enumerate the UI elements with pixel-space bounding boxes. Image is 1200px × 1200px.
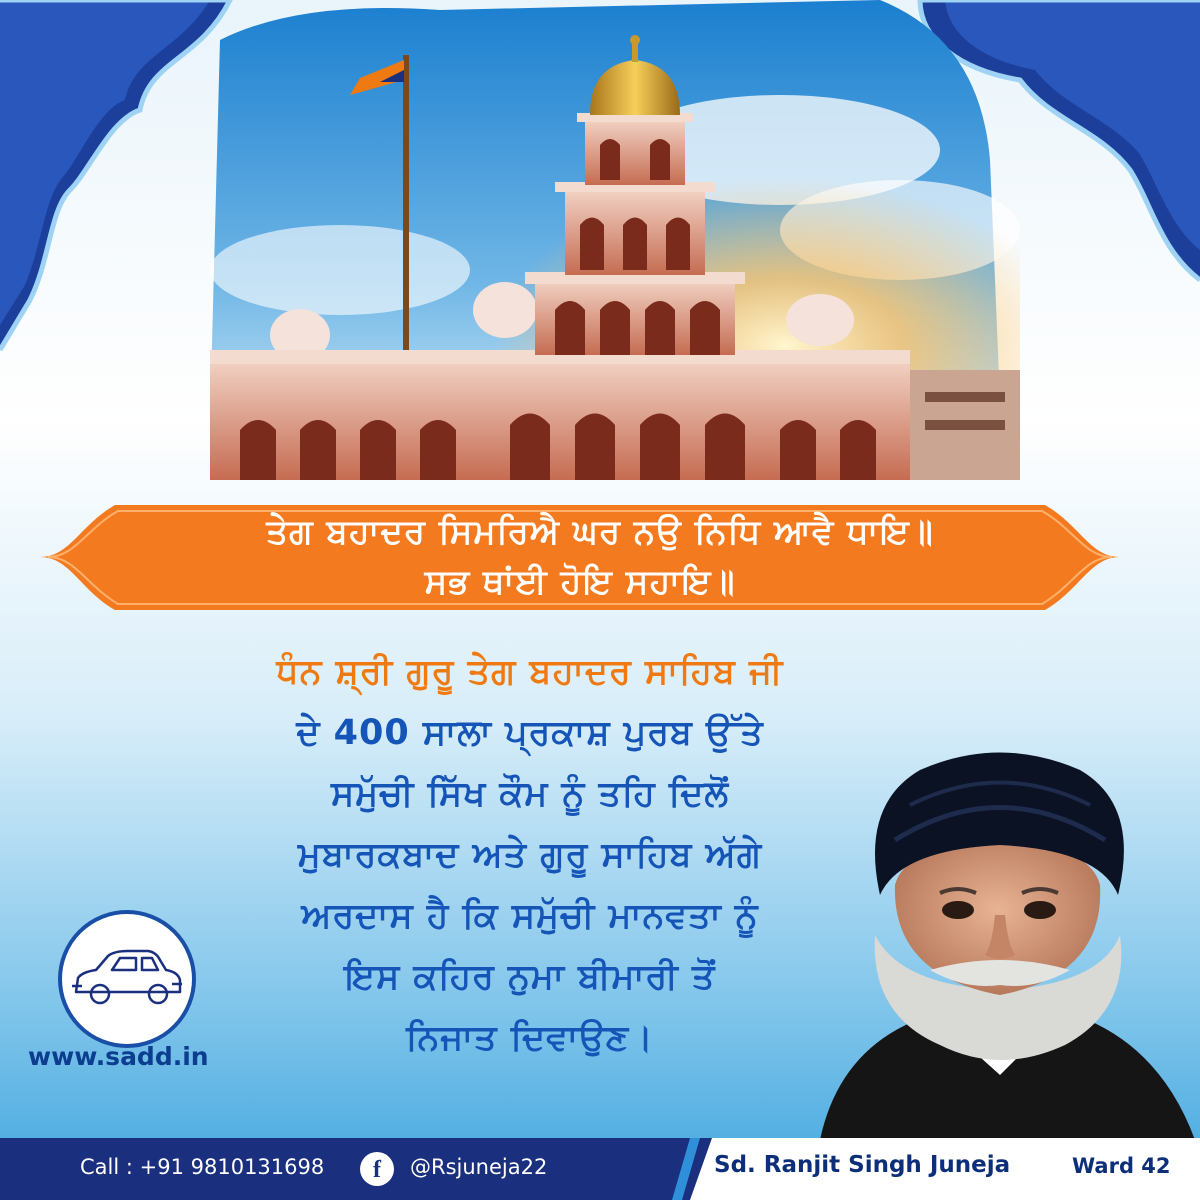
greeting-message [250,642,810,1069]
message-line: ਸਮੁੱਚੀ ਸਿੱਖ ਕੌਮ ਨੂੰ ਤਹਿ ਦਿਲੋਂ [330,774,730,814]
message-line: ਦੇ 400 ਸਾਲਾ ਪ੍ਰਕਾਸ਼ ਪੁਰਬ ਉੱਤੇ [296,713,764,753]
party-logo [58,910,196,1048]
phone-number[interactable]: Call : +91 9810131698 [80,1155,325,1179]
social-handle[interactable]: @Rsjuneja22 [410,1155,548,1179]
message-line: ਮੁਬਾਰਕਬਾਦ ਅਤੇ ਗੁਰੂ ਸਾਹਿਬ ਅੱਗੇ [297,835,763,875]
facebook-icon[interactable]: f [360,1152,394,1186]
verse-line-2: ਸਭ ਥਾਂਈ ਹੋਇ ਸਹਾਇ॥ [424,562,736,602]
gurdwara-illustration [180,0,1020,480]
website-link[interactable]: www.sadd.in [28,1042,209,1071]
message-line: ਅਰਦਾਸ ਹੈ ਕਿ ਸਮੁੱਚੀ ਮਾਨਵਤਾ ਨੂੰ [301,896,759,936]
message-line: ਨਿਜਾਤ ਦਿਵਾਉਣ। [406,1018,654,1058]
ward-label: Ward 42 [1072,1154,1171,1178]
signature-name: Sd. Ranjit Singh Juneja [714,1152,1011,1178]
car-icon [62,914,192,1044]
message-line: ਇਸ ਕਹਿਰ ਨੁਮਾ ਬੀਮਾਰੀ ਤੋਂ [344,957,716,997]
verse-line-1: ਤੇਗ ਬਹਾਦਰ ਸਿਮਰਿਐ ਘਰ ਨਉ ਨਿਧਿ ਆਵੈ ਧਾਇ॥ [266,512,934,552]
leader-portrait [800,745,1200,1140]
message-line: ਧੰਨ ਸ਼੍ਰੀ ਗੁਰੂ ਤੇਗ ਬਹਾਦਰ ਸਾਹਿਬ ਜੀ [276,652,784,692]
